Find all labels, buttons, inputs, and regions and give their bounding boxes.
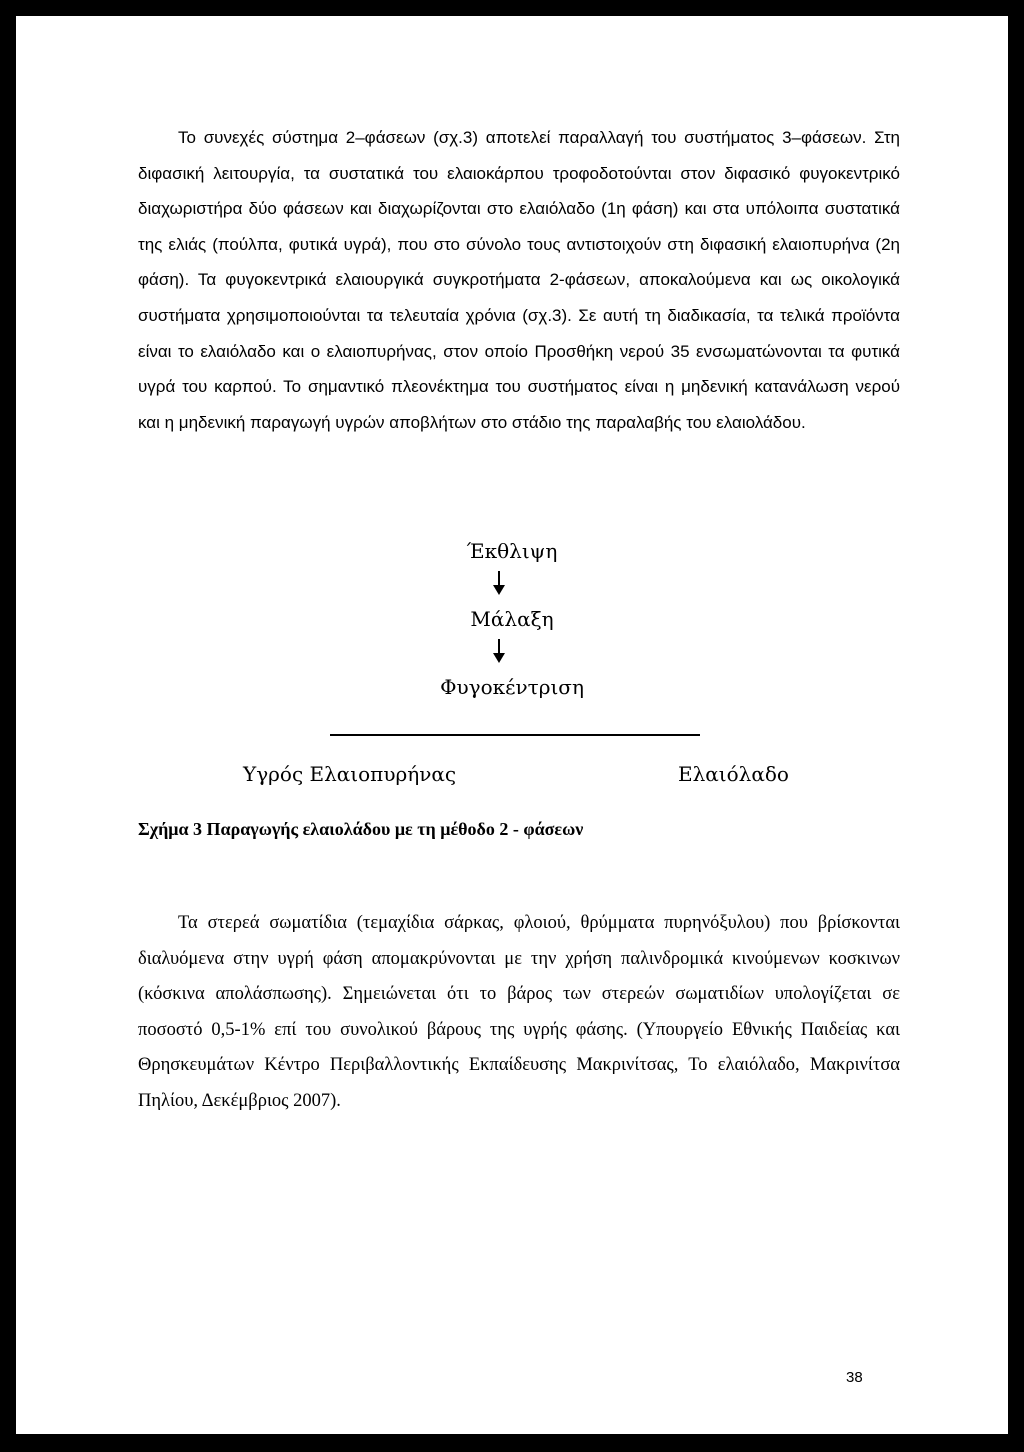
down-arrow-icon [492,638,506,664]
paragraph-solid-particles [138,906,900,1120]
output-wet-pomace: Υγρός Ελαιοπυρήνας [243,762,457,786]
down-arrow-icon [492,570,506,596]
paragraph-two-phase-system [138,120,900,440]
flow-step-centrifugation: Φυγοκέντριση [440,675,584,699]
document-page [16,16,1008,1434]
output-olive-oil: Ελαιόλαδο [678,762,789,786]
page-number: 38 [846,1369,863,1386]
split-line [330,734,700,736]
paragraph-text: Τα στερεά σωματίδια (τεμαχίδια σάρκας, φλοιού, θρύμματα πυρηνόξυλου) που βρίσκονται διαλυόμενα στην υγρή φάση απομακρύνονται με την χρήση παλινδρομικά κινούμενων κοσκινων (κόσκινα απολάσπωσης). Σημειώνεται ότι το βάρος των στερεών σωματιδίων υπολογίζεται σε ποσοστό 0,5-1% επί του συνολικού βάρους της υγρής φάσης. (Υπουργείο Εθνικής Παιδείας και Θρησκευμάτων Κέντρο Περιβαλλοντικής Εκπαίδευσης Μακρινίτσας, Το ελαιόλαδο, Μακρινίτσα Πηλίου, Δεκέμβριος 2007). [138,913,900,1111]
paragraph-text: Το συνεχές σύστημα 2–φάσεων (σχ.3) αποτελεί παραλλαγή του συστήματος 3–φάσεων. Στη διφασική λειτουργία, τα συστατικά του ελαιοκάρπου τροφοδοτούνται στον διφασικό φυγοκεντρικό διαχωριστήρα δύο φάσεων και διαχωρίζονται στο ελαιόλαδο (1η φάση) και στα υπόλοιπα συστατικά της ελιάς (πούλπα, φυτικά υγρά), που στο σύνολο τους αντιστοιχούν στη διφασική ελαιοπυρήνα (2η φάση). Τα φυγοκεντρικά ελαιουργικά συγκροτήματα 2-φάσεων, αποκαλούμενα και ως οικολογικά συστήματα χρησιμοποιούνται τα τελευταία χρόνια (σχ.3). Σε αυτή τη διαδικασία, τα τελικά προϊόντα είναι το ελαιόλαδο και ο ελαιοπυρήνας, στον οποίο Προσθήκη νερού 35 ενσωματώνονται τα φυτικά υγρά του καρπού. Το σημαντικό πλεονέκτημα του συστήματος είναι η μηδενική κατανάλωση νερού και η μηδενική παραγωγή υγρών αποβλήτων στο στάδιο της παραλαβής του ελαιολάδου. [138,128,900,432]
flow-step-malaxation: Μάλαξη [470,607,554,631]
flow-step-extraction: Έκθλιψη [466,539,558,563]
figure-caption: Σχήμα 3 Παραγωγής ελαιολάδου με τη μέθοδο 2 - φάσεων [138,819,584,839]
